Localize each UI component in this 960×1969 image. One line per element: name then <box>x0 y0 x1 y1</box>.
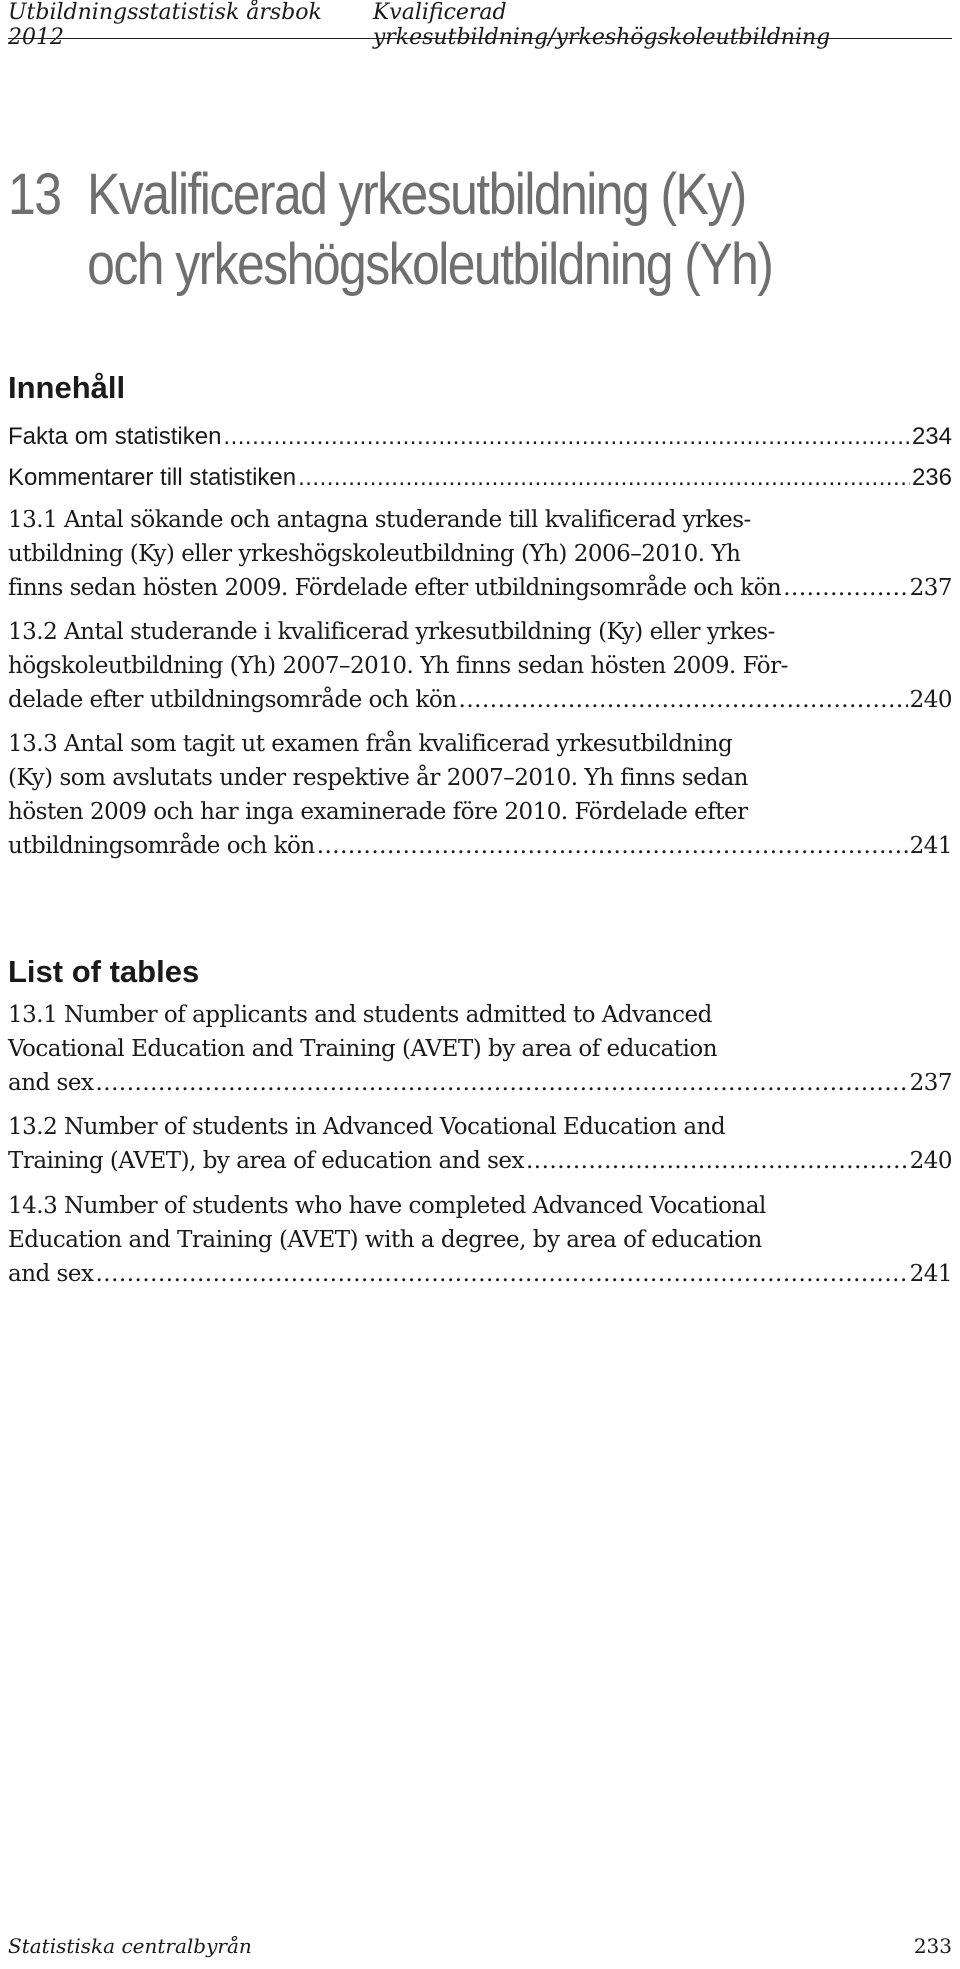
dot-leader <box>459 683 908 717</box>
table-list-entry[interactable] <box>8 1110 952 1178</box>
table-entry-line: and sex <box>8 1261 94 1287</box>
toc-entry-line: utbildningsområde och kön <box>8 833 315 859</box>
table-entry-line: Vocational Education and Training (AVET) by area of education <box>8 1036 718 1062</box>
chapter-number: 13 <box>8 162 61 227</box>
toc-entry-line: 13.3 Antal som tagit ut examen från kvalificerad yrkesutbildning <box>8 731 733 757</box>
table-list-entry[interactable] <box>8 1189 952 1291</box>
toc-entry-line: högskoleutbildning (Yh) 2007–2010. Yh finns sedan hösten 2009. För- <box>8 653 788 679</box>
running-footer <box>8 1934 952 1958</box>
dot-leader <box>783 571 907 605</box>
dot-leader <box>526 1144 908 1178</box>
chapter-title-line-1: Kvalificerad yrkesutbildning (Ky) <box>87 162 746 227</box>
table-entry-page: 241 <box>909 1261 952 1287</box>
toc-entry-line: utbildning (Ky) eller yrkeshögskoleutbildning (Yh) 2006–2010. Yh <box>8 541 741 567</box>
chapter-title <box>8 160 816 300</box>
toc-entry[interactable] <box>8 420 952 453</box>
toc-entry[interactable] <box>8 727 952 863</box>
table-entry-line: 13.1 Number of applicants and students admitted to Advanced <box>8 1002 712 1028</box>
header-chapter-title: Kvalificerad yrkesutbildning/yrkeshögskoleutbildning <box>372 0 831 50</box>
table-entry-line: Training (AVET), by area of education and sex <box>8 1148 524 1174</box>
toc-entry-line: hösten 2009 och har inga examinerade före 2010. Fördelade efter <box>8 799 748 825</box>
toc-entry-page: 237 <box>909 575 952 601</box>
dot-leader <box>298 461 910 494</box>
toc-entry-page: 241 <box>909 833 952 859</box>
toc-entry-page: 240 <box>909 687 952 713</box>
dot-leader <box>95 1066 907 1100</box>
toc-entry-line: delade efter utbildningsområde och kön <box>8 687 457 713</box>
table-list-entry[interactable] <box>8 998 952 1100</box>
table-entry-line: and sex <box>8 1070 94 1096</box>
chapter-title-line-2: och yrkeshögskoleutbildning (Yh) <box>87 232 773 297</box>
footer-page-number: 233 <box>913 1934 952 1958</box>
running-header <box>8 0 952 50</box>
toc-entry[interactable] <box>8 615 952 717</box>
toc-entry-title: Kommentarer till statistiken <box>8 464 297 491</box>
toc-entry[interactable] <box>8 461 952 494</box>
table-entry-line: 13.2 Number of students in Advanced Vocational Education and <box>8 1114 726 1140</box>
toc-entry-title: Fakta om statistiken <box>8 423 222 450</box>
toc-entry[interactable] <box>8 503 952 605</box>
toc-entry-line: finns sedan hösten 2009. Fördelade efter utbildningsområde och kön <box>8 575 782 601</box>
dot-leader <box>317 829 908 863</box>
footer-publisher: Statistiska centralbyrån <box>8 1934 252 1958</box>
toc-entry-page: 236 <box>911 464 952 491</box>
table-entry-page: 240 <box>909 1148 952 1174</box>
toc-entry-line: 13.2 Antal studerande i kvalificerad yrkesutbildning (Ky) eller yrkes- <box>8 619 775 645</box>
toc-entry-page: 234 <box>911 423 952 450</box>
dot-leader <box>223 420 910 453</box>
table-entry-line: Education and Training (AVET) with a degree, by area of education <box>8 1227 762 1253</box>
table-entry-line: 14.3 Number of students who have completed Advanced Vocational <box>8 1193 766 1219</box>
toc-entry-line: (Ky) som avslutats under respektive år 2007–2010. Yh finns sedan <box>8 765 748 791</box>
list-of-tables-heading: List of tables <box>8 954 200 989</box>
toc-entry-line: 13.1 Antal sökande och antagna studerande till kvalificerad yrkes- <box>8 507 751 533</box>
table-entry-page: 237 <box>909 1070 952 1096</box>
dot-leader <box>95 1257 907 1291</box>
header-book-title: Utbildningsstatistisk årsbok 2012 <box>8 0 322 50</box>
contents-heading: Innehåll <box>8 370 126 405</box>
